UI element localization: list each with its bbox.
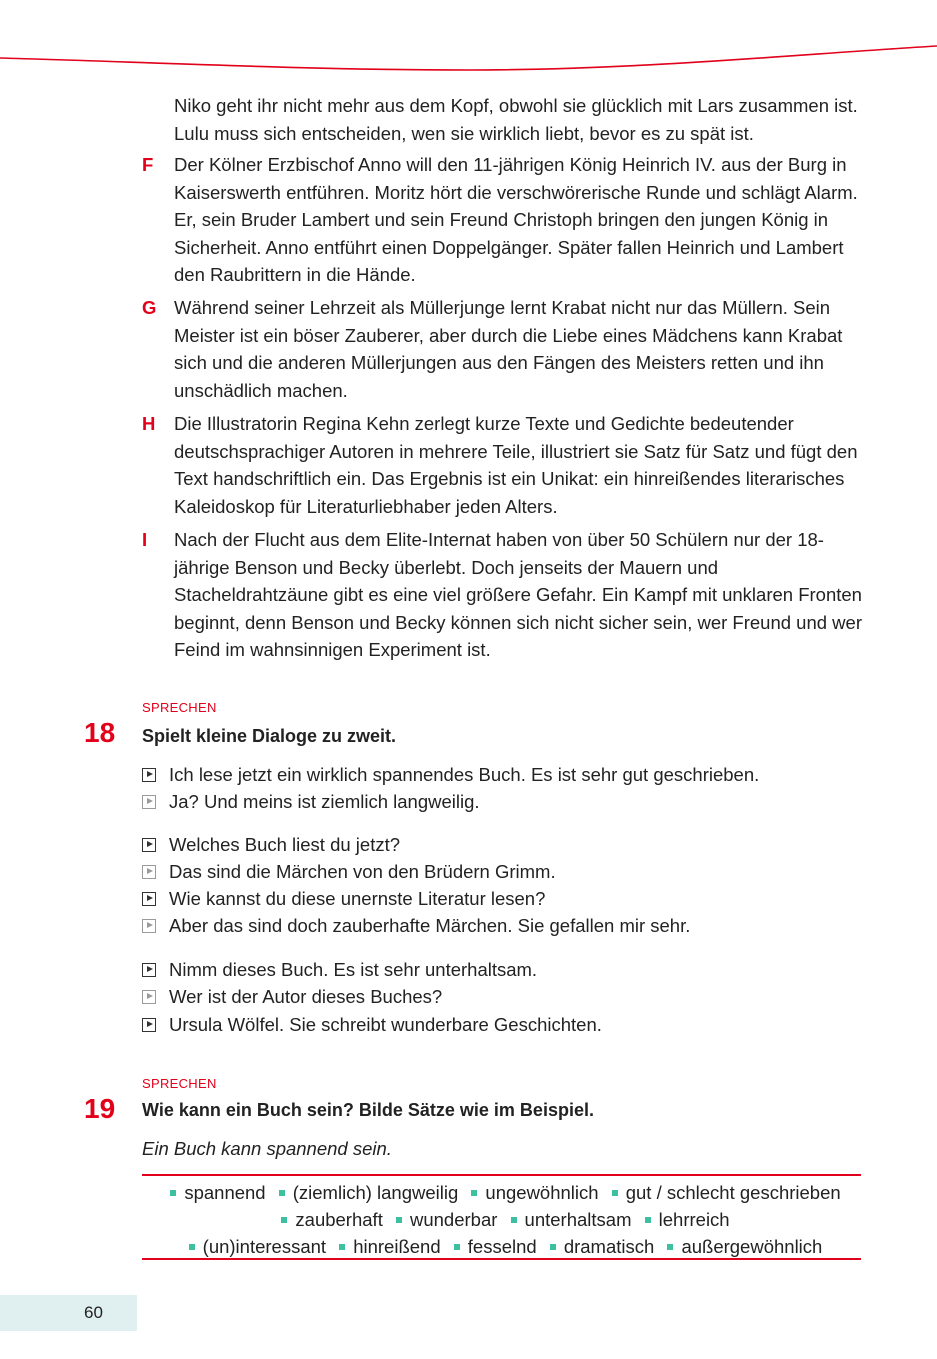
- bullet-icon: [339, 1244, 345, 1250]
- bullet-icon: [667, 1244, 673, 1250]
- word: dramatisch: [563, 1236, 655, 1257]
- word-line: [142, 1182, 861, 1204]
- entry-i: [142, 526, 864, 664]
- play-icon[interactable]: [142, 795, 156, 809]
- bullet-icon: [396, 1217, 402, 1223]
- entry-letter: I: [142, 529, 148, 550]
- dialogue-line[interactable]: Aber das sind doch zauberhafte Märchen. Sie gefallen mir sehr.: [142, 914, 690, 938]
- bullet-icon: [189, 1244, 195, 1250]
- play-icon[interactable]: [142, 1018, 156, 1032]
- word: (un)interessant: [202, 1236, 327, 1257]
- word-line: [142, 1236, 861, 1258]
- entry-text: Nach der Flucht aus dem Elite-Internat haben von über 50 Schülern nur der 18-jährige Benson und Becky überlebt. Doch jenseits der Mauern und Stacheldrahtzäune gibt es eine viel größere Gefahr. Ein Kampf mit unklaren Fronten beginnt, denn Benson und Becky können sich nicht sicher sein, wer Freund und wer Feind im wahnsinnigen Experiment ist.: [174, 529, 862, 660]
- word: lehrreich: [658, 1209, 730, 1230]
- play-icon[interactable]: [142, 838, 156, 852]
- play-icon[interactable]: [142, 963, 156, 977]
- bullet-icon: [279, 1190, 285, 1196]
- page-number: 60: [84, 1303, 103, 1322]
- dialogue-line[interactable]: Nimm dieses Buch. Es ist sehr unterhaltsam.: [142, 958, 537, 982]
- bullet-icon: [550, 1244, 556, 1250]
- task-number: 19: [84, 1093, 116, 1124]
- word: außergewöhnlich: [681, 1236, 823, 1257]
- word: fesselnd: [467, 1236, 537, 1257]
- dialogue-line[interactable]: Ich lese jetzt ein wirklich spannendes Buch. Es ist sehr gut geschrieben.: [142, 763, 759, 787]
- entry-letter: G: [142, 297, 157, 318]
- play-icon[interactable]: [142, 865, 156, 879]
- section-label: SPRECHEN: [142, 700, 217, 715]
- entry-h: [142, 410, 864, 520]
- word: unterhaltsam: [524, 1209, 632, 1230]
- entry-e-continuation: Niko geht ihr nicht mehr aus dem Kopf, obwohl sie glücklich mit Lars zusammen ist. Lulu muss sich entscheiden, wen sie wirklich liebt, bevor es zu spät ist.: [174, 95, 858, 144]
- word: wunderbar: [409, 1209, 498, 1230]
- bullet-icon: [511, 1217, 517, 1223]
- play-icon[interactable]: [142, 919, 156, 933]
- bullet-icon: [454, 1244, 460, 1250]
- word: zauberhaft: [295, 1209, 383, 1230]
- bullet-icon: [612, 1190, 618, 1196]
- bullet-icon: [645, 1217, 651, 1223]
- play-icon[interactable]: [142, 768, 156, 782]
- bullet-icon: [170, 1190, 176, 1196]
- bullet-icon: [281, 1217, 287, 1223]
- section-label: SPRECHEN: [142, 1076, 217, 1091]
- entry-g: [142, 294, 864, 404]
- dialogue-line[interactable]: Wie kannst du diese unernste Literatur lesen?: [142, 887, 545, 911]
- entry-text: Der Kölner Erzbischof Anno will den 11-jährigen König Heinrich IV. aus der Burg in Kaiserswerth entführen. Moritz hört die verschwörerische Runde und schlägt Alarm. Er, sein Bruder Lambert und sein Freund Christoph bringen den jungen König in Sicherheit. Anno entführt einen Doppelgänger. Später fallen Heinrich und Lambert den Raubrittern in die Hände.: [174, 154, 858, 285]
- word-box: [142, 1174, 861, 1260]
- task-number: 18: [84, 717, 116, 748]
- word: ungewöhnlich: [485, 1182, 599, 1203]
- task-instruction: Wie kann ein Buch sein? Bilde Sätze wie im Beispiel.: [142, 1100, 594, 1120]
- dialogue-line[interactable]: Ja? Und meins ist ziemlich langweilig.: [142, 790, 480, 814]
- dialogue-line[interactable]: Das sind die Märchen von den Brüdern Grimm.: [142, 860, 556, 884]
- word: spannend: [184, 1182, 266, 1203]
- entry-letter: F: [142, 154, 154, 175]
- header-rule: [0, 40, 937, 80]
- entry-text: Die Illustratorin Regina Kehn zerlegt kurze Texte und Gedichte bedeutender deutschsprachiger Autoren in mehrere Teile, illustriert sie Satz für Satz und fügt den Text handschriftlich ein. Das Ergebnis ist ein Unikat: ein hinreißendes literarisches Kaleidoskop für Literaturliebhaber jeden Alters.: [174, 413, 858, 517]
- play-icon[interactable]: [142, 892, 156, 906]
- entry-letter: H: [142, 413, 156, 434]
- bullet-icon: [471, 1190, 477, 1196]
- word: gut / schlecht geschrieben: [625, 1182, 841, 1203]
- example-sentence: Ein Buch kann spannend sein.: [142, 1138, 392, 1159]
- entry-f: [142, 151, 864, 289]
- play-icon[interactable]: [142, 990, 156, 1004]
- dialogue-line[interactable]: Ursula Wölfel. Sie schreibt wunderbare Geschichten.: [142, 1013, 602, 1037]
- task-instruction: Spielt kleine Dialoge zu zweit.: [142, 726, 397, 746]
- dialogue-line[interactable]: Welches Buch liest du jetzt?: [142, 833, 400, 857]
- word: hinreißend: [353, 1236, 441, 1257]
- entry-text: Während seiner Lehrzeit als Müllerjunge lernt Krabat nicht nur das Müllern. Sein Meister ist ein böser Zauberer, aber durch die Liebe eines Mädchens kann Krabat sich und die anderen Müllerjungen aus den Fängen des Meisters retten und ihn unschädlich machen.: [174, 297, 843, 401]
- dialogue-line[interactable]: Wer ist der Autor dieses Buches?: [142, 985, 442, 1009]
- word: (ziemlich) langweilig: [292, 1182, 459, 1203]
- page-number-box: [0, 1295, 137, 1331]
- word-line: [142, 1209, 861, 1231]
